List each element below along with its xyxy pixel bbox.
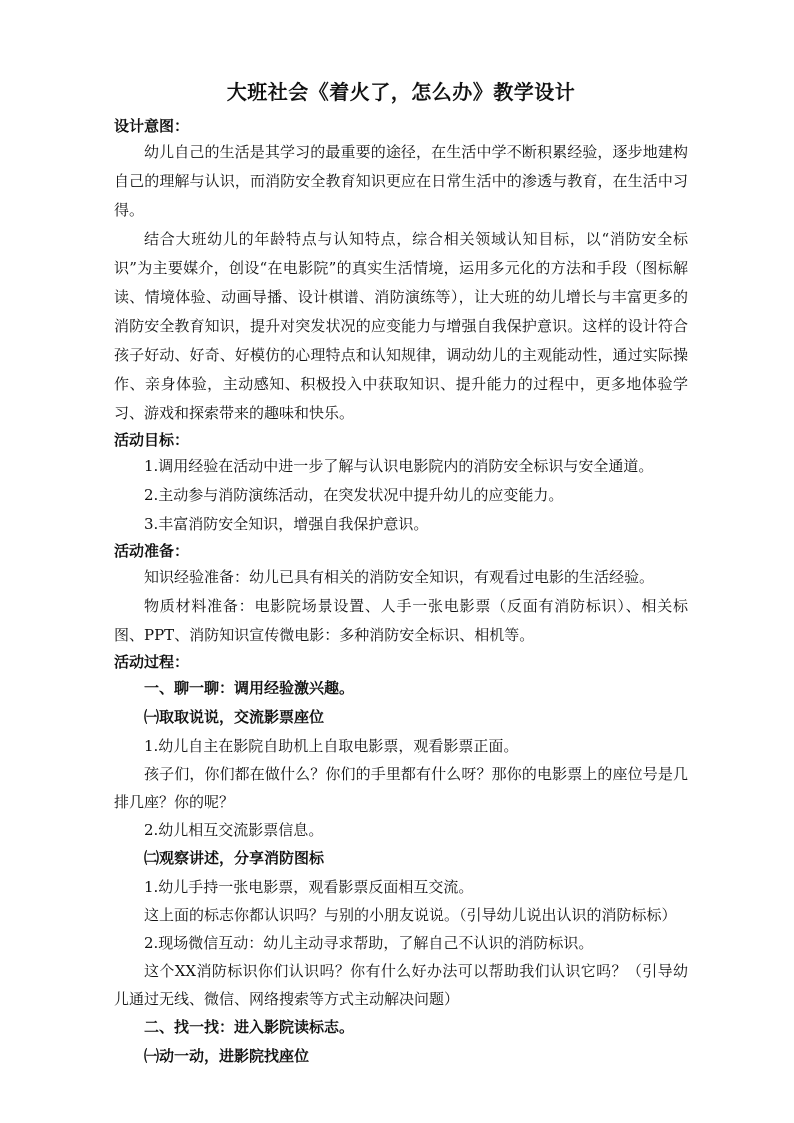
section-heading-prep: 活动准备：: [114, 542, 190, 560]
process-sub-title: ㈠动一动，进影院找座位: [144, 1047, 310, 1065]
page-title: 大班社会《着火了，怎么办》教学设计: [226, 80, 576, 104]
intent-paragraph: 结合大班幼儿的年龄特点与认知特点，综合相关领域认知目标，以“消防安全标识”为主要媒介，创设“在电影院”的真实生活情境，运用多元化的方法和手段（图标解读、情境体验、动画导播、设计棋谱、消防演练等），让大班的幼儿增长与丰富更多的消防安全教育知识，提升对突发状况的应变能力与增强自我保护意识。这样的设计符合孩子好动、好奇、好模仿的心理特点和认知规律，调动幼儿的主观能动性，通过实际操作、亲身体验，主动感知、积极投入中获取知识、提升能力的过程中，更多地体验学习、游戏和探索带来的趣味和快乐。: [114, 230, 688, 422]
process-sub-title: ㈠取取说说，交流影票座位: [144, 708, 325, 726]
section-heading-goals: 活动目标：: [114, 431, 190, 449]
section-heading-intent: 设计意图：: [114, 117, 190, 135]
process-sub-title: ㈡观察讲述，分享消防图标: [144, 849, 325, 867]
process-part-title: 二、找一找：进入影院读标志。: [144, 1018, 355, 1036]
process-item: 2.幼儿相互交流影票信息。: [144, 821, 324, 839]
intent-paragraph: 幼儿自己的生活是其学习的最重要的途径，在生活中学不断积累经验，逐步地建构自己的理解与认识，而消防安全教育知识更应在日常生活中的渗透与教育，在生活中习得。: [114, 143, 688, 219]
process-item: 1.幼儿自主在影院自助机上自取电影票，观看影票正面。: [144, 737, 519, 755]
prep-item: 知识经验准备：幼儿已具有相关的消防安全知识，有观看过电影的生活经验。: [144, 568, 655, 586]
section-heading-process: 活动过程：: [114, 653, 190, 671]
process-item: 这上面的标志你都认识吗？与别的小朋友说说。（引导幼儿说出认识的消防标标）: [144, 906, 677, 924]
process-part-title: 一、聊一聊：调用经验激兴趣。: [144, 679, 355, 697]
process-item: 孩子们，你们都在做什么？你们的手里都有什么呀？那你的电影票上的座位号是几排几座？你的呢？: [114, 765, 688, 811]
prep-item: 物质材料准备：电影院场景设置、人手一张电影票（反面有消防标识）、相关标图、PPT、消防知识宣传微电影：多种消防安全标识、相机等。: [114, 597, 688, 644]
goal-item: 1.调用经验在活动中进一步了解与认识电影院内的消防安全标识与安全通道。: [144, 457, 654, 475]
process-item: 2.现场微信互动：幼儿主动寻求帮助，了解自己不认识的消防标识。: [144, 934, 594, 952]
process-item: 1.幼儿手持一张电影票，观看影票反面相互交流。: [144, 878, 474, 896]
goal-item: 3.丰富消防安全知识，增强自我保护意识。: [144, 515, 429, 533]
process-item: 这个XX消防标识你们认识吗？你有什么好办法可以帮助我们认识它吗？（引导幼儿通过无线、微信、网络搜索等方式主动解决问题）: [114, 962, 688, 1008]
goal-item: 2.主动参与消防演练活动，在突发状况中提升幼儿的应变能力。: [144, 486, 564, 504]
document-page: [114, 78, 688, 1071]
